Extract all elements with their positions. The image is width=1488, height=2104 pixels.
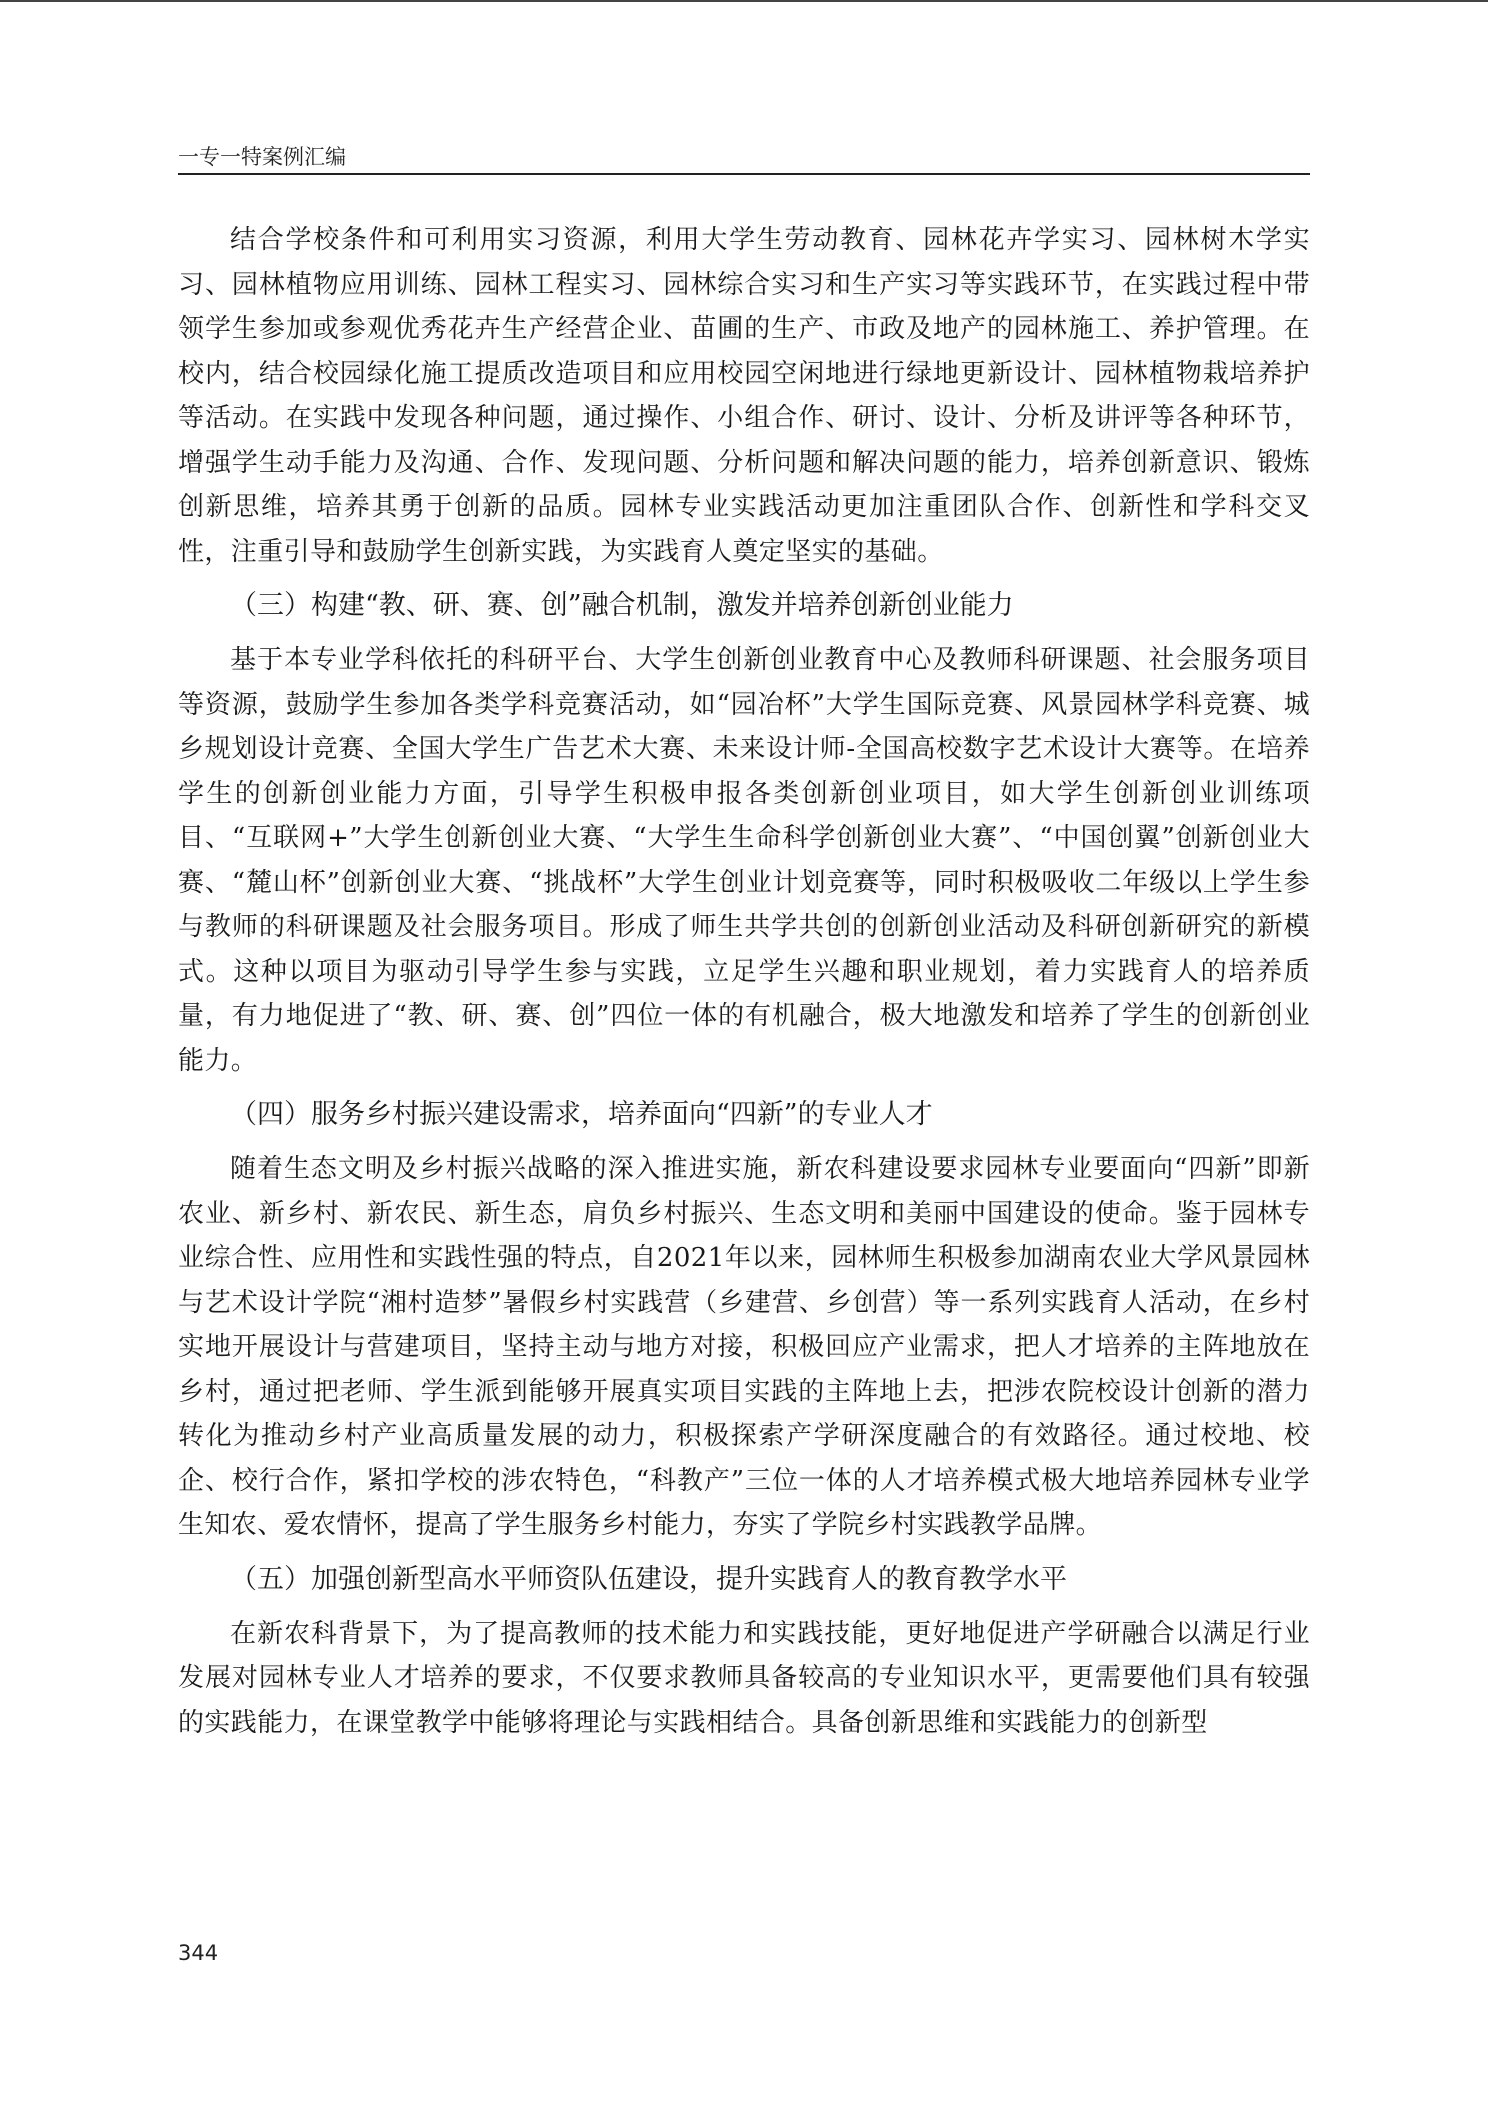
body-paragraph-3: 随着生态文明及乡村振兴战略的深入推进实施，新农科建设要求园林专业要面向“四新”即新农业、新乡村、新农民、新生态，肩负乡村振兴、生态文明和美丽中国建设的使命。鉴于园林专业综合性、应用性和实践性强的特点，自2021年以来，园林师生积极参加湖南农业大学风景园林与艺术设计学院“湘村造梦”暑假乡村实践营（乡建营、乡创营）等一系列实践育人活动，在乡村实地开展设计与营建项目，坚持主动与地方对接，积极回应产业需求，把人才培养的主阵地放在乡村，通过把老师、学生派到能够开展真实项目实践的主阵地上去，把涉农院校设计创新的潜力转化为推动乡村产业高质量发展的动力，积极探索产学研深度融合的有效路径。通过校地、校企、校行合作，紧扣学校的涉农特色，“科教产”三位一体的人才培养模式极大地培养园林专业学生知农、爱农情怀，提高了学生服务乡村能力，夯实了学院乡村实践教学品牌。 bbox=[178, 1154, 1310, 1540]
page-content bbox=[178, 218, 1310, 1745]
page-number: 344 bbox=[178, 1941, 219, 1965]
page-top-edge bbox=[0, 0, 1488, 2]
section-heading-4: （四）服务乡村振兴建设需求，培养面向“四新”的专业人才 bbox=[230, 1099, 933, 1130]
body-paragraph-4: 在新农科背景下，为了提高教师的技术能力和实践技能，更好地促进产学研融合以满足行业发展对园林专业人才培养的要求，不仅要求教师具备较高的专业知识水平，更需要他们具有较强的实践能力，在课堂教学中能够将理论与实践相结合。具备创新思维和实践能力的创新型 bbox=[178, 1618, 1310, 1738]
body-paragraph-2: 基于本专业学科依托的科研平台、大学生创新创业教育中心及教师科研课题、社会服务项目等资源，鼓励学生参加各类学科竞赛活动，如“园冶杯”大学生国际竞赛、风景园林学科竞赛、城乡规划设计竞赛、全国大学生广告艺术大赛、未来设计师-全国高校数字艺术设计大赛等。在培养学生的创新创业能力方面，引导学生积极申报各类创新创业项目，如大学生创新创业训练项目、“互联网+”大学生创新创业大赛、“大学生生命科学创新创业大赛”、“中国创翼”创新创业大赛、“麓山杯”创新创业大赛、“挑战杯”大学生创业计划竞赛等，同时积极吸收二年级以上学生参与教师的科研课题及社会服务项目。形成了师生共学共创的创新创业活动及科研创新研究的新模式。这种以项目为驱动引导学生参与实践，立足学生兴趣和职业规划，着力实践育人的培养质量，有力地促进了“教、研、赛、创”四位一体的有机融合，极大地激发和培养了学生的创新创业能力。 bbox=[178, 645, 1310, 1076]
running-header: 一专一特案例汇编 bbox=[178, 145, 346, 169]
body-paragraph-1: 结合学校条件和可利用实习资源，利用大学生劳动教育、园林花卉学实习、园林树木学实习、园林植物应用训练、园林工程实习、园林综合实习和生产实习等实践环节，在实践过程中带领学生参加或参观优秀花卉生产经营企业、苗圃的生产、市政及地产的园林施工、养护管理。在校内，结合校园绿化施工提质改造项目和应用校园空闲地进行绿地更新设计、园林植物栽培养护等活动。在实践中发现各种问题，通过操作、小组合作、研讨、设计、分析及讲评等各种环节，增强学生动手能力及沟通、合作、发现问题、分析问题和解决问题的能力，培养创新意识、锻炼创新思维，培养其勇于创新的品质。园林专业实践活动更加注重团队合作、创新性和学科交叉性，注重引导和鼓励学生创新实践，为实践育人奠定坚实的基础。 bbox=[178, 225, 1310, 567]
section-heading-3: （三）构建“教、研、赛、创”融合机制，激发并培养创新创业能力 bbox=[230, 590, 1014, 621]
section-heading-5: （五）加强创新型高水平师资队伍建设，提升实践育人的教育教学水平 bbox=[230, 1563, 1067, 1595]
header-rule bbox=[178, 173, 1310, 175]
